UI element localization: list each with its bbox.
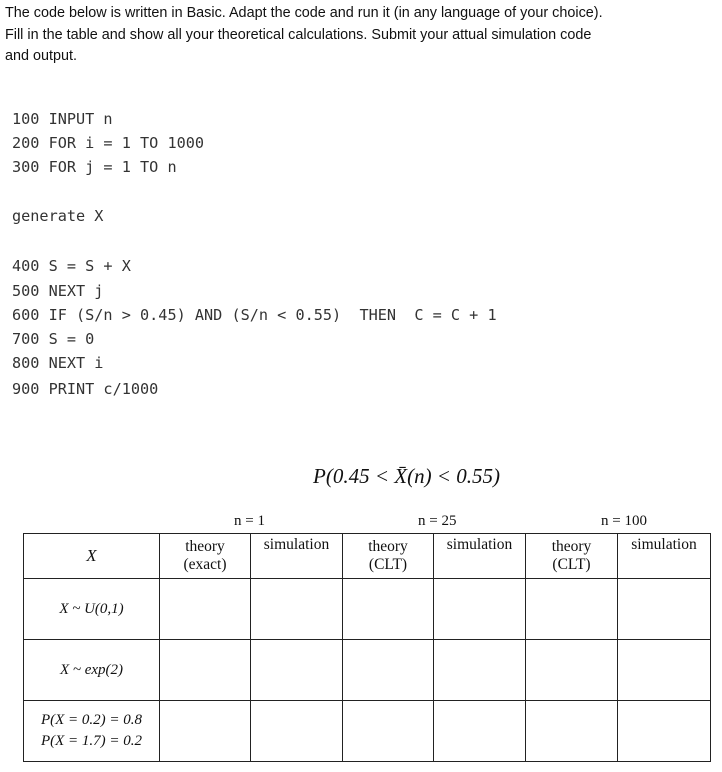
- code-line-800: 800 NEXT i: [12, 354, 104, 372]
- cell-discrete-sim-n100[interactable]: [618, 701, 711, 762]
- code-line-300: 300 FOR j = 1 TO n: [12, 158, 177, 176]
- header-theory-clt-n25-line-2: (CLT): [368, 556, 408, 573]
- cell-exp-theory-exact[interactable]: [160, 640, 251, 701]
- cell-uniform-theory-exact[interactable]: [160, 579, 251, 640]
- code-line-700: 700 S = 0: [12, 330, 95, 348]
- header-theory-exact-line-1: theory: [185, 538, 225, 555]
- table-header-row: [24, 534, 711, 579]
- cell-exp-sim-n25[interactable]: [434, 640, 526, 701]
- instructions-line-3: and output.: [5, 48, 78, 64]
- cell-exp-sim-n1[interactable]: [251, 640, 343, 701]
- row-label-exponential: X ~ exp(2): [24, 640, 160, 701]
- table-row: [24, 579, 711, 640]
- code-line-generate: generate X: [12, 207, 104, 225]
- cell-uniform-sim-n100[interactable]: [618, 579, 711, 640]
- header-simulation-n25: simulation: [434, 534, 526, 579]
- header-theory-clt-n25-line-1: theory: [368, 538, 408, 555]
- x-header: X: [24, 534, 160, 579]
- cell-discrete-sim-n25[interactable]: [434, 701, 526, 762]
- header-theory-exact-line-2: (exact): [183, 556, 227, 573]
- header-theory-clt-n100: [526, 534, 618, 579]
- row-label-discrete: [24, 701, 160, 762]
- cell-exp-theory-n25[interactable]: [343, 640, 434, 701]
- n-label-1: n = 1: [234, 513, 265, 529]
- code-line-200: 200 FOR i = 1 TO 1000: [12, 134, 205, 152]
- table-row: [24, 701, 711, 762]
- cell-uniform-sim-n1[interactable]: [251, 579, 343, 640]
- row-label-uniform: X ~ U(0,1): [24, 579, 160, 640]
- code-line-900: 900 PRINT c/1000: [12, 380, 159, 398]
- cell-uniform-theory-n100[interactable]: [526, 579, 618, 640]
- header-theory-exact: [160, 534, 251, 579]
- cell-exp-sim-n100[interactable]: [618, 640, 711, 701]
- instructions-line-1: The code below is written in Basic. Adapt the code and run it (in any language of your choice).: [5, 5, 603, 21]
- results-table: [23, 533, 711, 762]
- row-label-discrete-line-1: P(X = 0.2) = 0.8: [40, 712, 143, 728]
- probability-formula: P(0.45 < X̄(n) < 0.55): [313, 464, 500, 488]
- header-theory-clt-n25: [343, 534, 434, 579]
- cell-discrete-sim-n1[interactable]: [251, 701, 343, 762]
- header-theory-clt-n100-line-2: (CLT): [552, 556, 591, 573]
- cell-discrete-theory-n100[interactable]: [526, 701, 618, 762]
- n-label-100: n = 100: [601, 513, 647, 529]
- header-theory-clt-n100-line-1: theory: [551, 538, 592, 555]
- table-row: [24, 640, 711, 701]
- row-label-discrete-line-2: P(X = 1.7) = 0.2: [40, 733, 143, 749]
- n-label-25: n = 25: [418, 513, 457, 529]
- cell-discrete-theory-exact[interactable]: [160, 701, 251, 762]
- cell-exp-theory-n100[interactable]: [526, 640, 618, 701]
- header-simulation-n1: simulation: [251, 534, 343, 579]
- instructions-line-2: Fill in the table and show all your theoretical calculations. Submit your attual simulation code: [5, 26, 592, 43]
- code-line-100: 100 INPUT n: [12, 110, 113, 128]
- header-simulation-n100: simulation: [618, 534, 711, 579]
- code-line-600: 600 IF (S/n > 0.45) AND (S/n < 0.55) THEN C = C + 1: [12, 306, 497, 324]
- cell-discrete-theory-n25[interactable]: [343, 701, 434, 762]
- code-line-500: 500 NEXT j: [12, 282, 104, 300]
- code-line-400: 400 S = S + X: [12, 257, 131, 275]
- cell-uniform-theory-n25[interactable]: [343, 579, 434, 640]
- cell-uniform-sim-n25[interactable]: [434, 579, 526, 640]
- instructions: [5, 3, 717, 68]
